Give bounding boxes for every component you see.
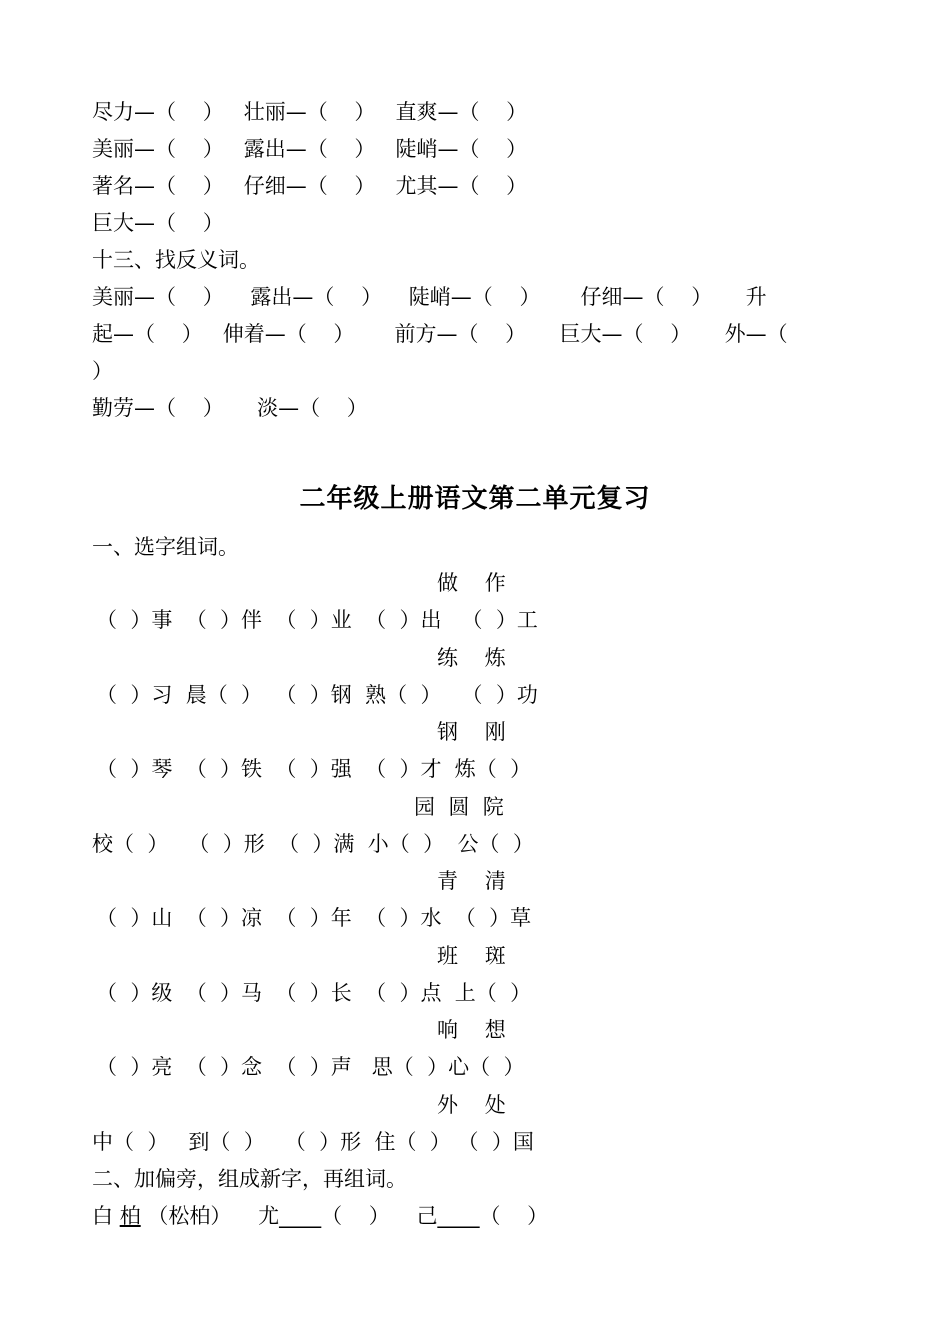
- char-choice-3: 钢 刚: [437, 720, 506, 744]
- antonym-row-3: ）: [92, 359, 113, 383]
- fill-row-2: （ ）习 晨（ ） （ ）钢 熟（ ） （ ）功: [96, 683, 538, 707]
- char-choice-5: 青 清: [437, 869, 506, 893]
- radical-rest: （松柏） 尤____（ ） 己____（ ）: [140, 1204, 549, 1228]
- antonym-row-4: 勤劳—（ ） 淡—（ ）: [92, 396, 368, 420]
- fill-row-3: （ ）琴 （ ）铁 （ ）强 （ ）才 炼（ ）: [96, 757, 532, 781]
- fill-row-4: 校（ ） （ ）形 （ ）满 小（ ） 公（ ）: [92, 832, 534, 856]
- char-choice-6: 班 斑: [437, 944, 506, 968]
- char-choice-7: 响 想: [437, 1018, 506, 1042]
- fill-row-1: （ ）事 （ ）伴 （ ）业 （ ）出 （ ）工: [96, 608, 538, 632]
- section-1-heading: 一、选字组词。: [92, 535, 239, 559]
- fill-row-5: （ ）山 （ ）凉 （ ）年 （ ）水 （ ）草: [96, 906, 532, 930]
- section-2-heading: 二、加偏旁，组成新字，再组词。: [92, 1167, 407, 1191]
- word-row-4: 巨大—（ ）: [92, 211, 224, 235]
- radical-example-char: 柏: [119, 1204, 141, 1228]
- section-13-heading: 十三、找反义词。: [92, 248, 260, 272]
- word-row-2: 美丽—（ ） 露出—（ ） 陡峭—（ ）: [92, 137, 528, 161]
- fill-row-6: （ ）级 （ ）马 （ ）长 （ ）点 上（ ）: [96, 981, 532, 1005]
- word-row-1: 尽力—（ ） 壮丽—（ ） 直爽—（ ）: [92, 100, 528, 124]
- radical-row: [92, 1202, 548, 1230]
- radical-lead: 白: [92, 1204, 120, 1228]
- antonym-row-1: 美丽—（ ） 露出—（ ） 陡峭—（ ） 仔细—（ ） 升: [92, 285, 767, 309]
- char-choice-2: 练 炼: [437, 646, 506, 670]
- fill-row-7: （ ）亮 （ ）念 （ ）声 思（ ）心（ ）: [96, 1055, 525, 1079]
- antonym-row-2: 起—（ ） 伸着—（ ） 前方—（ ） 巨大—（ ） 外—（: [92, 322, 788, 346]
- fill-row-8: 中（ ） 到（ ） （ ）形 住（ ） （ ）国: [92, 1130, 534, 1154]
- word-row-3: 著名—（ ） 仔细—（ ） 尤其—（ ）: [92, 174, 528, 198]
- char-choice-1: 做 作: [437, 571, 506, 595]
- char-choice-8: 外 处: [437, 1093, 506, 1117]
- char-choice-4: 园 圆 院: [414, 795, 504, 819]
- page-title: 二年级上册语文第二单元复习: [299, 484, 651, 514]
